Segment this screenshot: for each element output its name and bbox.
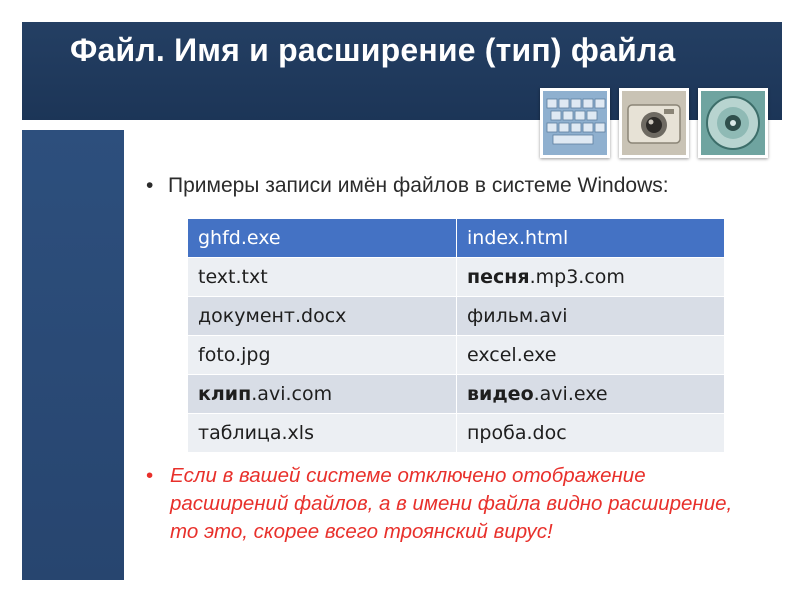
intro-text: Примеры записи имён файлов в системе Windows: <box>168 174 669 197</box>
filename-cell <box>457 336 725 375</box>
filename-base: foto <box>198 344 236 366</box>
table-row <box>188 219 725 258</box>
filename-extension: .jpg <box>235 344 271 366</box>
filename-base: клип <box>198 383 252 405</box>
filename-cell <box>188 375 457 414</box>
filename-extension: .avi.com <box>251 383 333 405</box>
warning-text: Если в вашей системе отключено отображение расширений файлов, а в имени файла видно расширение, то это, скорее всего троянский вирус! <box>170 464 733 543</box>
filename-cell <box>188 414 457 453</box>
filename-base: видео <box>467 383 534 405</box>
table-row <box>188 414 725 453</box>
warning-bullet-symbol: • <box>146 464 154 487</box>
filename-extension: .exe <box>516 344 557 366</box>
filename-base: index <box>467 227 519 249</box>
camera-image <box>619 88 689 158</box>
filename-extension: .doc <box>526 422 567 444</box>
filename-cell <box>457 375 725 414</box>
filename-extension: .txt <box>235 266 268 288</box>
filename-extension: .mp3.com <box>529 266 625 288</box>
filename-cell <box>188 336 457 375</box>
sidebar-block <box>22 130 124 580</box>
keyboard-icon <box>543 91 607 155</box>
filename-base: text <box>198 266 236 288</box>
file-names-table <box>187 218 725 453</box>
table-row <box>188 375 725 414</box>
table-row <box>188 297 725 336</box>
warning-bullet <box>146 462 746 546</box>
filename-extension: .docx <box>295 305 347 327</box>
table-row <box>188 336 725 375</box>
filename-base: документ <box>198 305 295 327</box>
filename-extension: .xls <box>281 422 314 444</box>
disc-icon <box>701 91 765 155</box>
slide-title: Файл. Имя и расширение (тип) файла <box>70 32 676 68</box>
filename-base: ghfd <box>198 227 241 249</box>
filename-cell <box>457 258 725 297</box>
filename-base: excel <box>467 344 517 366</box>
filename-base: фильм <box>467 305 534 327</box>
filename-cell <box>457 414 725 453</box>
filename-extension: .html <box>518 227 569 249</box>
filename-cell <box>188 258 457 297</box>
bullet-symbol: • <box>146 174 154 197</box>
filename-base: таблица <box>198 422 282 444</box>
filename-base: песня <box>467 266 530 288</box>
intro-bullet <box>146 174 669 198</box>
filename-cell <box>457 297 725 336</box>
filename-extension: .exe <box>240 227 281 249</box>
filename-base: проба <box>467 422 527 444</box>
keyboard-image <box>540 88 610 158</box>
filename-cell <box>188 297 457 336</box>
filename-cell <box>188 219 457 258</box>
filename-cell <box>457 219 725 258</box>
filename-extension: .avi <box>533 305 568 327</box>
camera-icon <box>622 91 686 155</box>
filename-extension: .avi.exe <box>533 383 608 405</box>
table-row <box>188 258 725 297</box>
disc-image <box>698 88 768 158</box>
